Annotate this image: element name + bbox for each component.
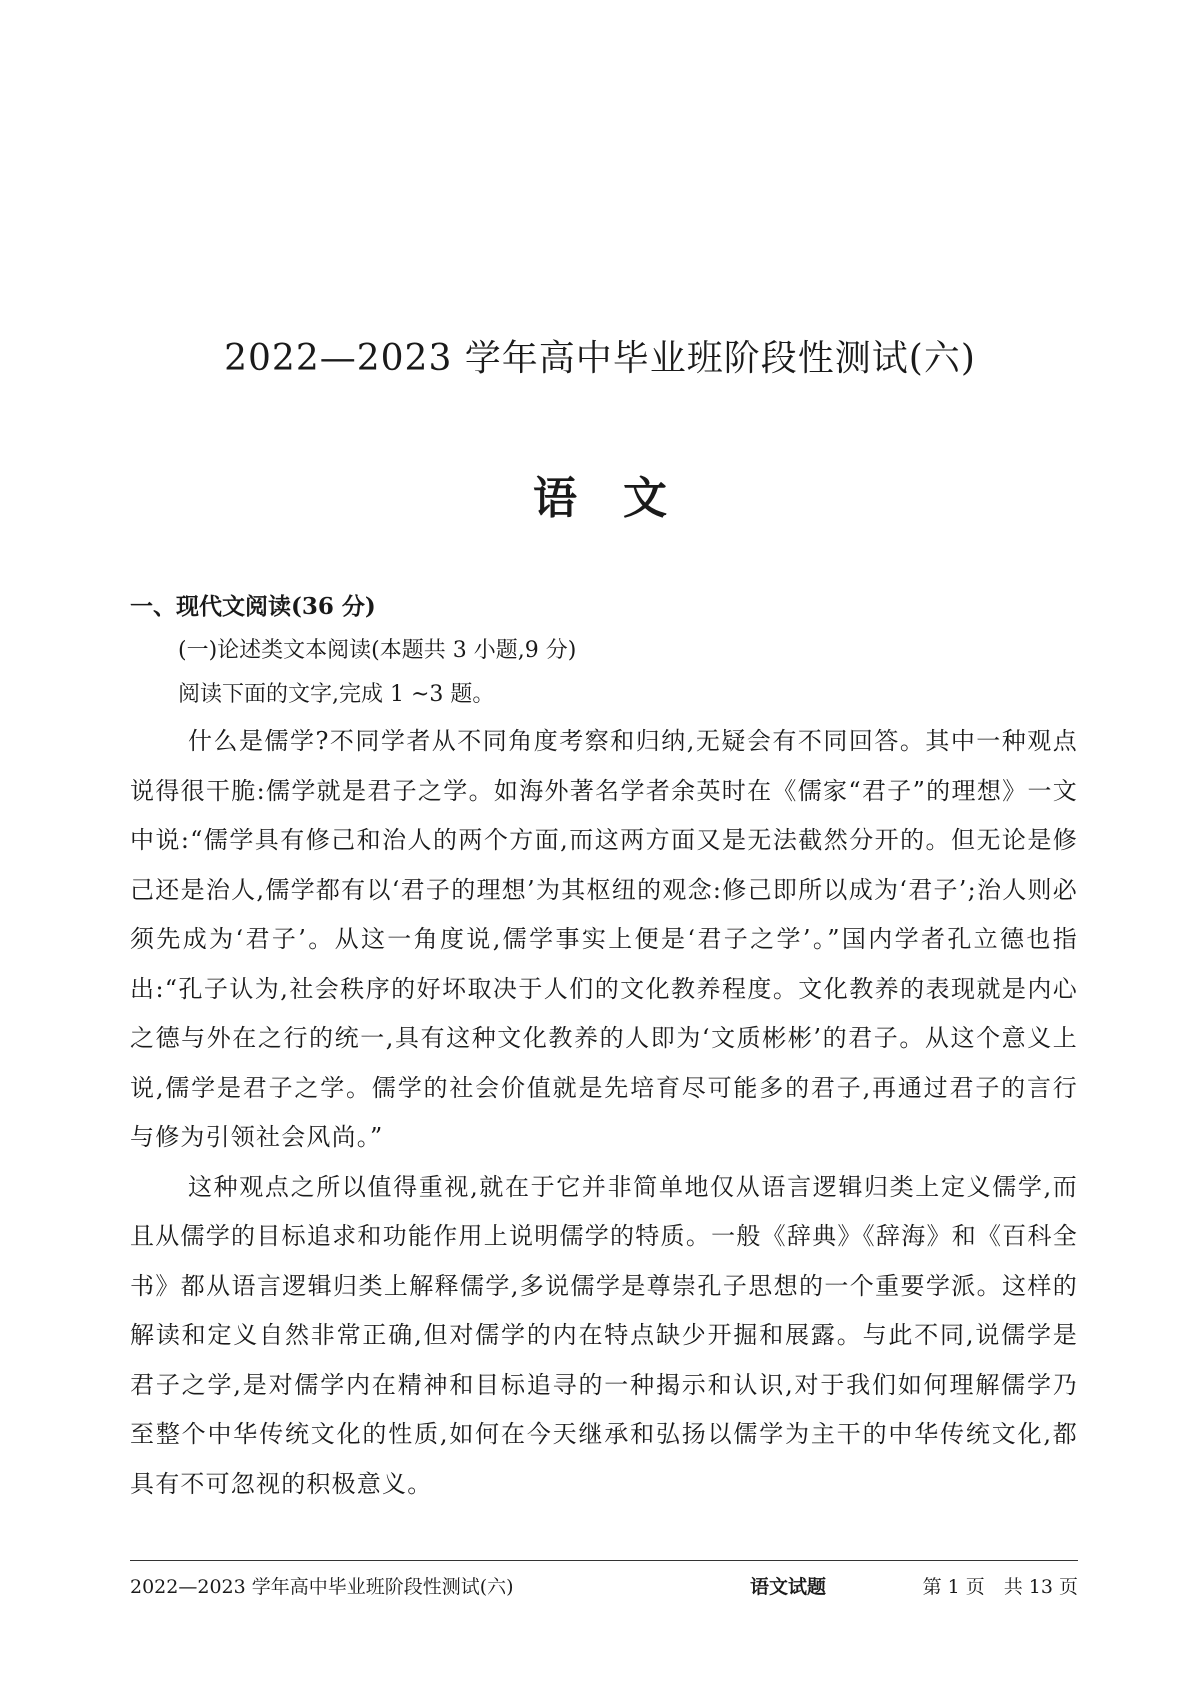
reading-instruction: 阅读下面的文字,完成 1 ~3 题。 [178, 682, 495, 707]
passage-paragraph-2: 这种观点之所以值得重视,就在于它并非简单地仅从语言逻辑归类上定义儒学,而且从儒学的目标追求和功能作用上说明儒学的特质。一般《辞典》《辞海》和《百科全书》都从语言逻辑归类上解释儒学,多说儒学是尊崇孔子思想的一个重要学派。这样的解读和定义自然非常正确,但对儒学的内在特点缺少开掘和展露。与此不同,说儒学是君子之学,是对儒学内在精神和目标追寻的一种揭示和认识,对于我们如何理解儒学乃至整个中华传统文化的性质,如何在今天继承和弘扬以儒学为主干的中华传统文化,都具有不可忽视的积极意义。 [130, 1172, 1078, 1498]
footer-exam-name: 2022—2023 学年高中毕业班阶段性测试(六) [130, 1576, 514, 1598]
section-heading: 一、现代文阅读(36 分) [130, 593, 376, 620]
subsection-heading: (一)论述类文本阅读(本题共 3 小题,9 分) [178, 638, 577, 663]
page-footer [130, 1572, 1078, 1602]
exam-title: 2022—2023 学年高中毕业班阶段性测试(六) [224, 338, 976, 379]
footer-divider [130, 1560, 1078, 1561]
reading-section [130, 585, 1078, 1509]
subject-title: 语文 [533, 473, 713, 524]
footer-subject-label: 语文试题 [750, 1576, 827, 1598]
footer-page-number: 第 1 页 共 13 页 [922, 1576, 1078, 1598]
passage-paragraph-1: 什么是儒学?不同学者从不同角度考察和归纳,无疑会有不同回答。其中一种观点说得很干脆:儒学就是君子之学。如海外著名学者余英时在《儒家“君子”的理想》一文中说:“儒学具有修己和治人的两个方面,而这两方面又是无法截然分开的。但无论是修己还是治人,儒学都有以‘君子的理想’为其枢纽的观念:修己即所以成为‘君子’;治人则必须先成为‘君子’。从这一角度说,儒学事实上便是‘君子之学’。”国内学者孔立德也指出:“孔子认为,社会秩序的好坏取决于人们的文化教养程度。文化教养的表现就是内心之德与外在之行的统一,具有这种文化教养的人即为‘文质彬彬’的君子。从这个意义上说,儒学是君子之学。儒学的社会价值就是先培育尽可能多的君子,再通过君子的言行与修为引领社会风尚。” [130, 727, 1078, 1151]
